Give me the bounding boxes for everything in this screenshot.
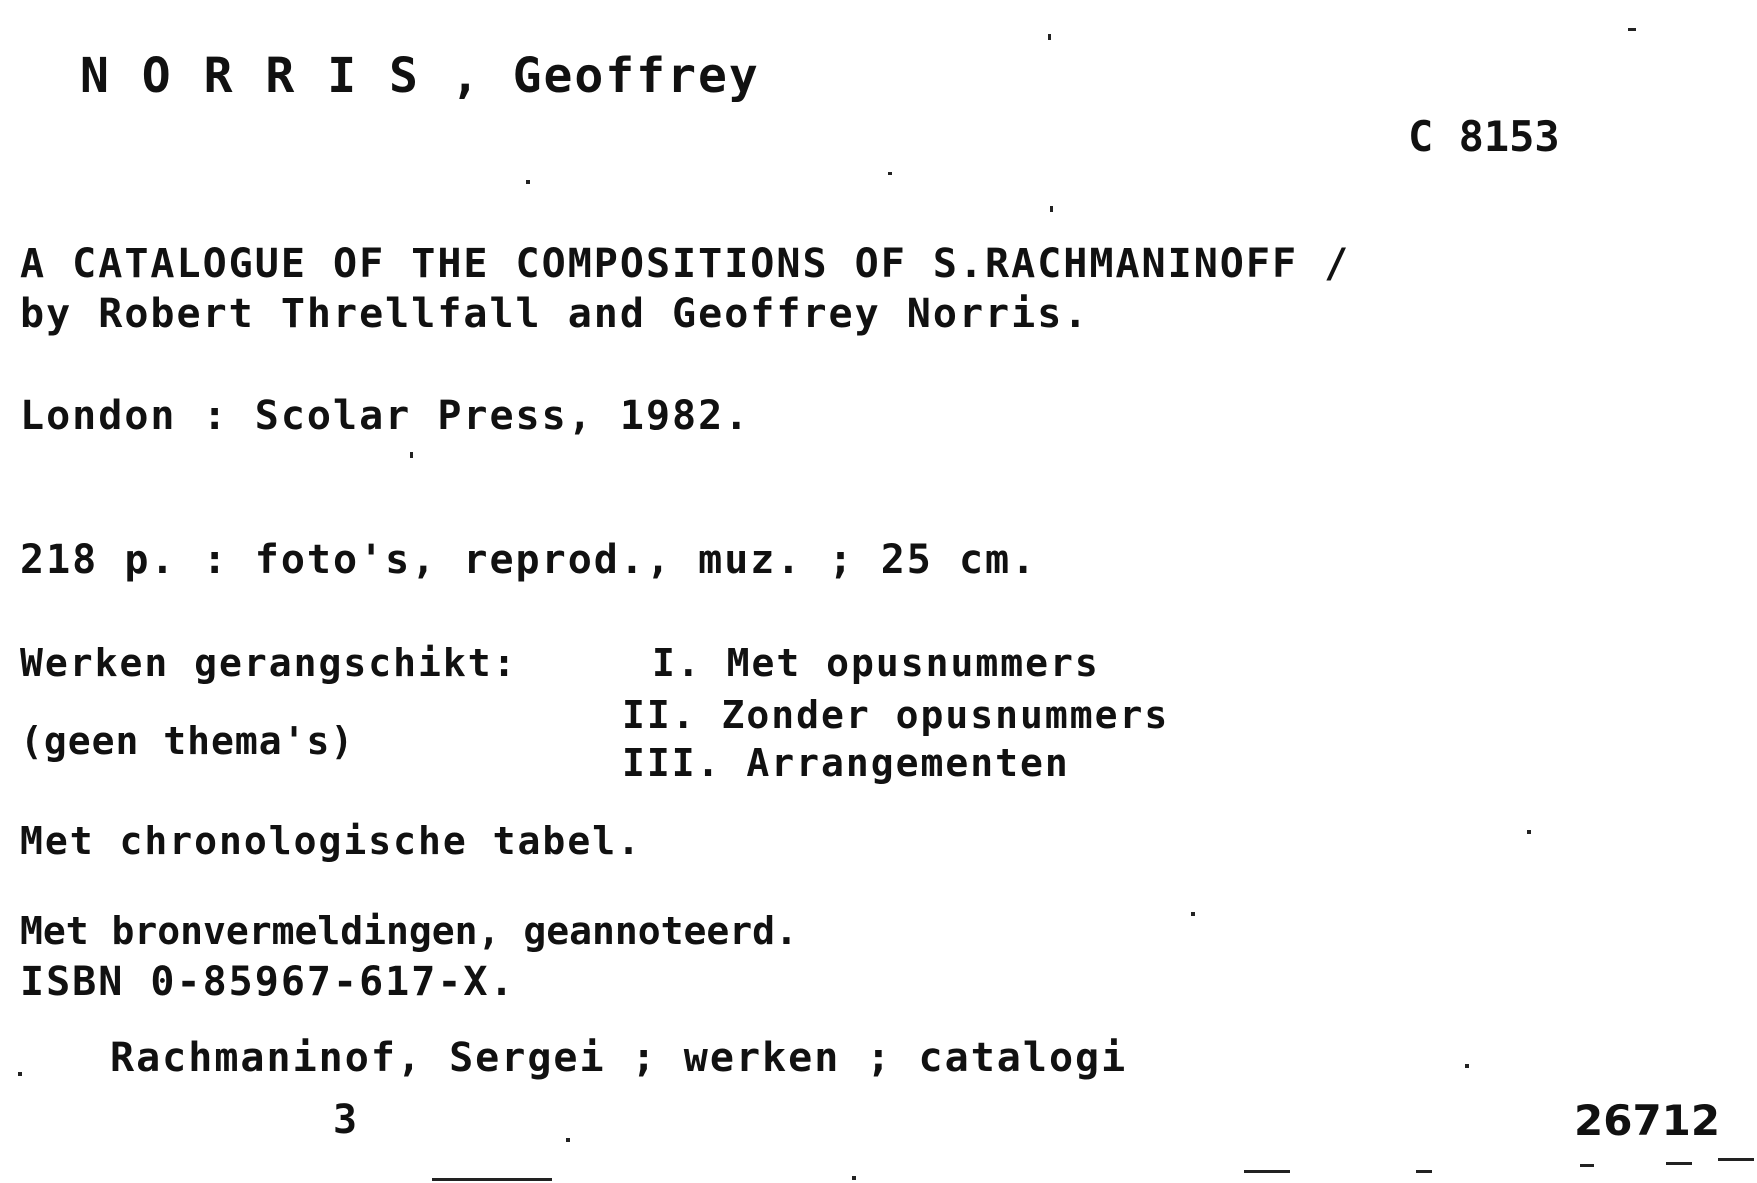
scan-speck bbox=[566, 1138, 570, 1142]
scan-speck bbox=[1718, 1158, 1754, 1161]
arrangement-note: (geen thema's) bbox=[20, 719, 355, 763]
scan-speck bbox=[1580, 1164, 1594, 1167]
scan-speck bbox=[1628, 28, 1636, 31]
isbn: ISBN 0-85967-617-X. bbox=[20, 959, 516, 1005]
scan-speck bbox=[1244, 1170, 1290, 1173]
scan-speck bbox=[410, 452, 413, 458]
scan-speck bbox=[526, 180, 530, 184]
scan-speck bbox=[1191, 912, 1195, 916]
scan-speck bbox=[888, 172, 892, 175]
scan-speck bbox=[1666, 1162, 1692, 1165]
collation: 218 p. : foto's, reprod., muz. ; 25 cm. bbox=[20, 537, 1038, 583]
arrangement-part-2: II. Zonder opusnummers bbox=[622, 693, 1170, 737]
scan-speck bbox=[1465, 1064, 1469, 1068]
call-number: C 8153 bbox=[1408, 112, 1560, 161]
scan-speck bbox=[1416, 1170, 1432, 1173]
arrangement-part-1: I. Met opusnummers bbox=[652, 641, 1100, 685]
accession-number: 26712 bbox=[1574, 1096, 1721, 1145]
imprint: London : Scolar Press, 1982. bbox=[20, 393, 751, 439]
scan-speck bbox=[852, 1176, 856, 1180]
scan-speck bbox=[18, 1072, 22, 1076]
scan-speck bbox=[1527, 830, 1531, 834]
arrangement-part-3: III. Arrangementen bbox=[622, 741, 1070, 785]
chronology-note: Met chronologische tabel. bbox=[20, 819, 642, 863]
scan-speck bbox=[432, 1178, 552, 1181]
title-line-2: by Robert Threllfall and Geoffrey Norris. bbox=[20, 291, 1090, 337]
sources-note: Met bronvermeldingen, geannoteerd. bbox=[20, 909, 798, 953]
scan-speck bbox=[1050, 206, 1053, 212]
page-number: 3 bbox=[333, 1097, 358, 1143]
subject-heading: Rachmaninof, Sergei ; werken ; catalogi bbox=[110, 1035, 1128, 1081]
title-line-1: A CATALOGUE OF THE COMPOSITIONS OF S.RACHMANINOFF / bbox=[20, 241, 1351, 287]
author-heading: N O R R I S , Geoffrey bbox=[80, 48, 760, 104]
arrangement-label: Werken gerangschikt: bbox=[20, 641, 518, 685]
scan-speck bbox=[1048, 34, 1051, 40]
